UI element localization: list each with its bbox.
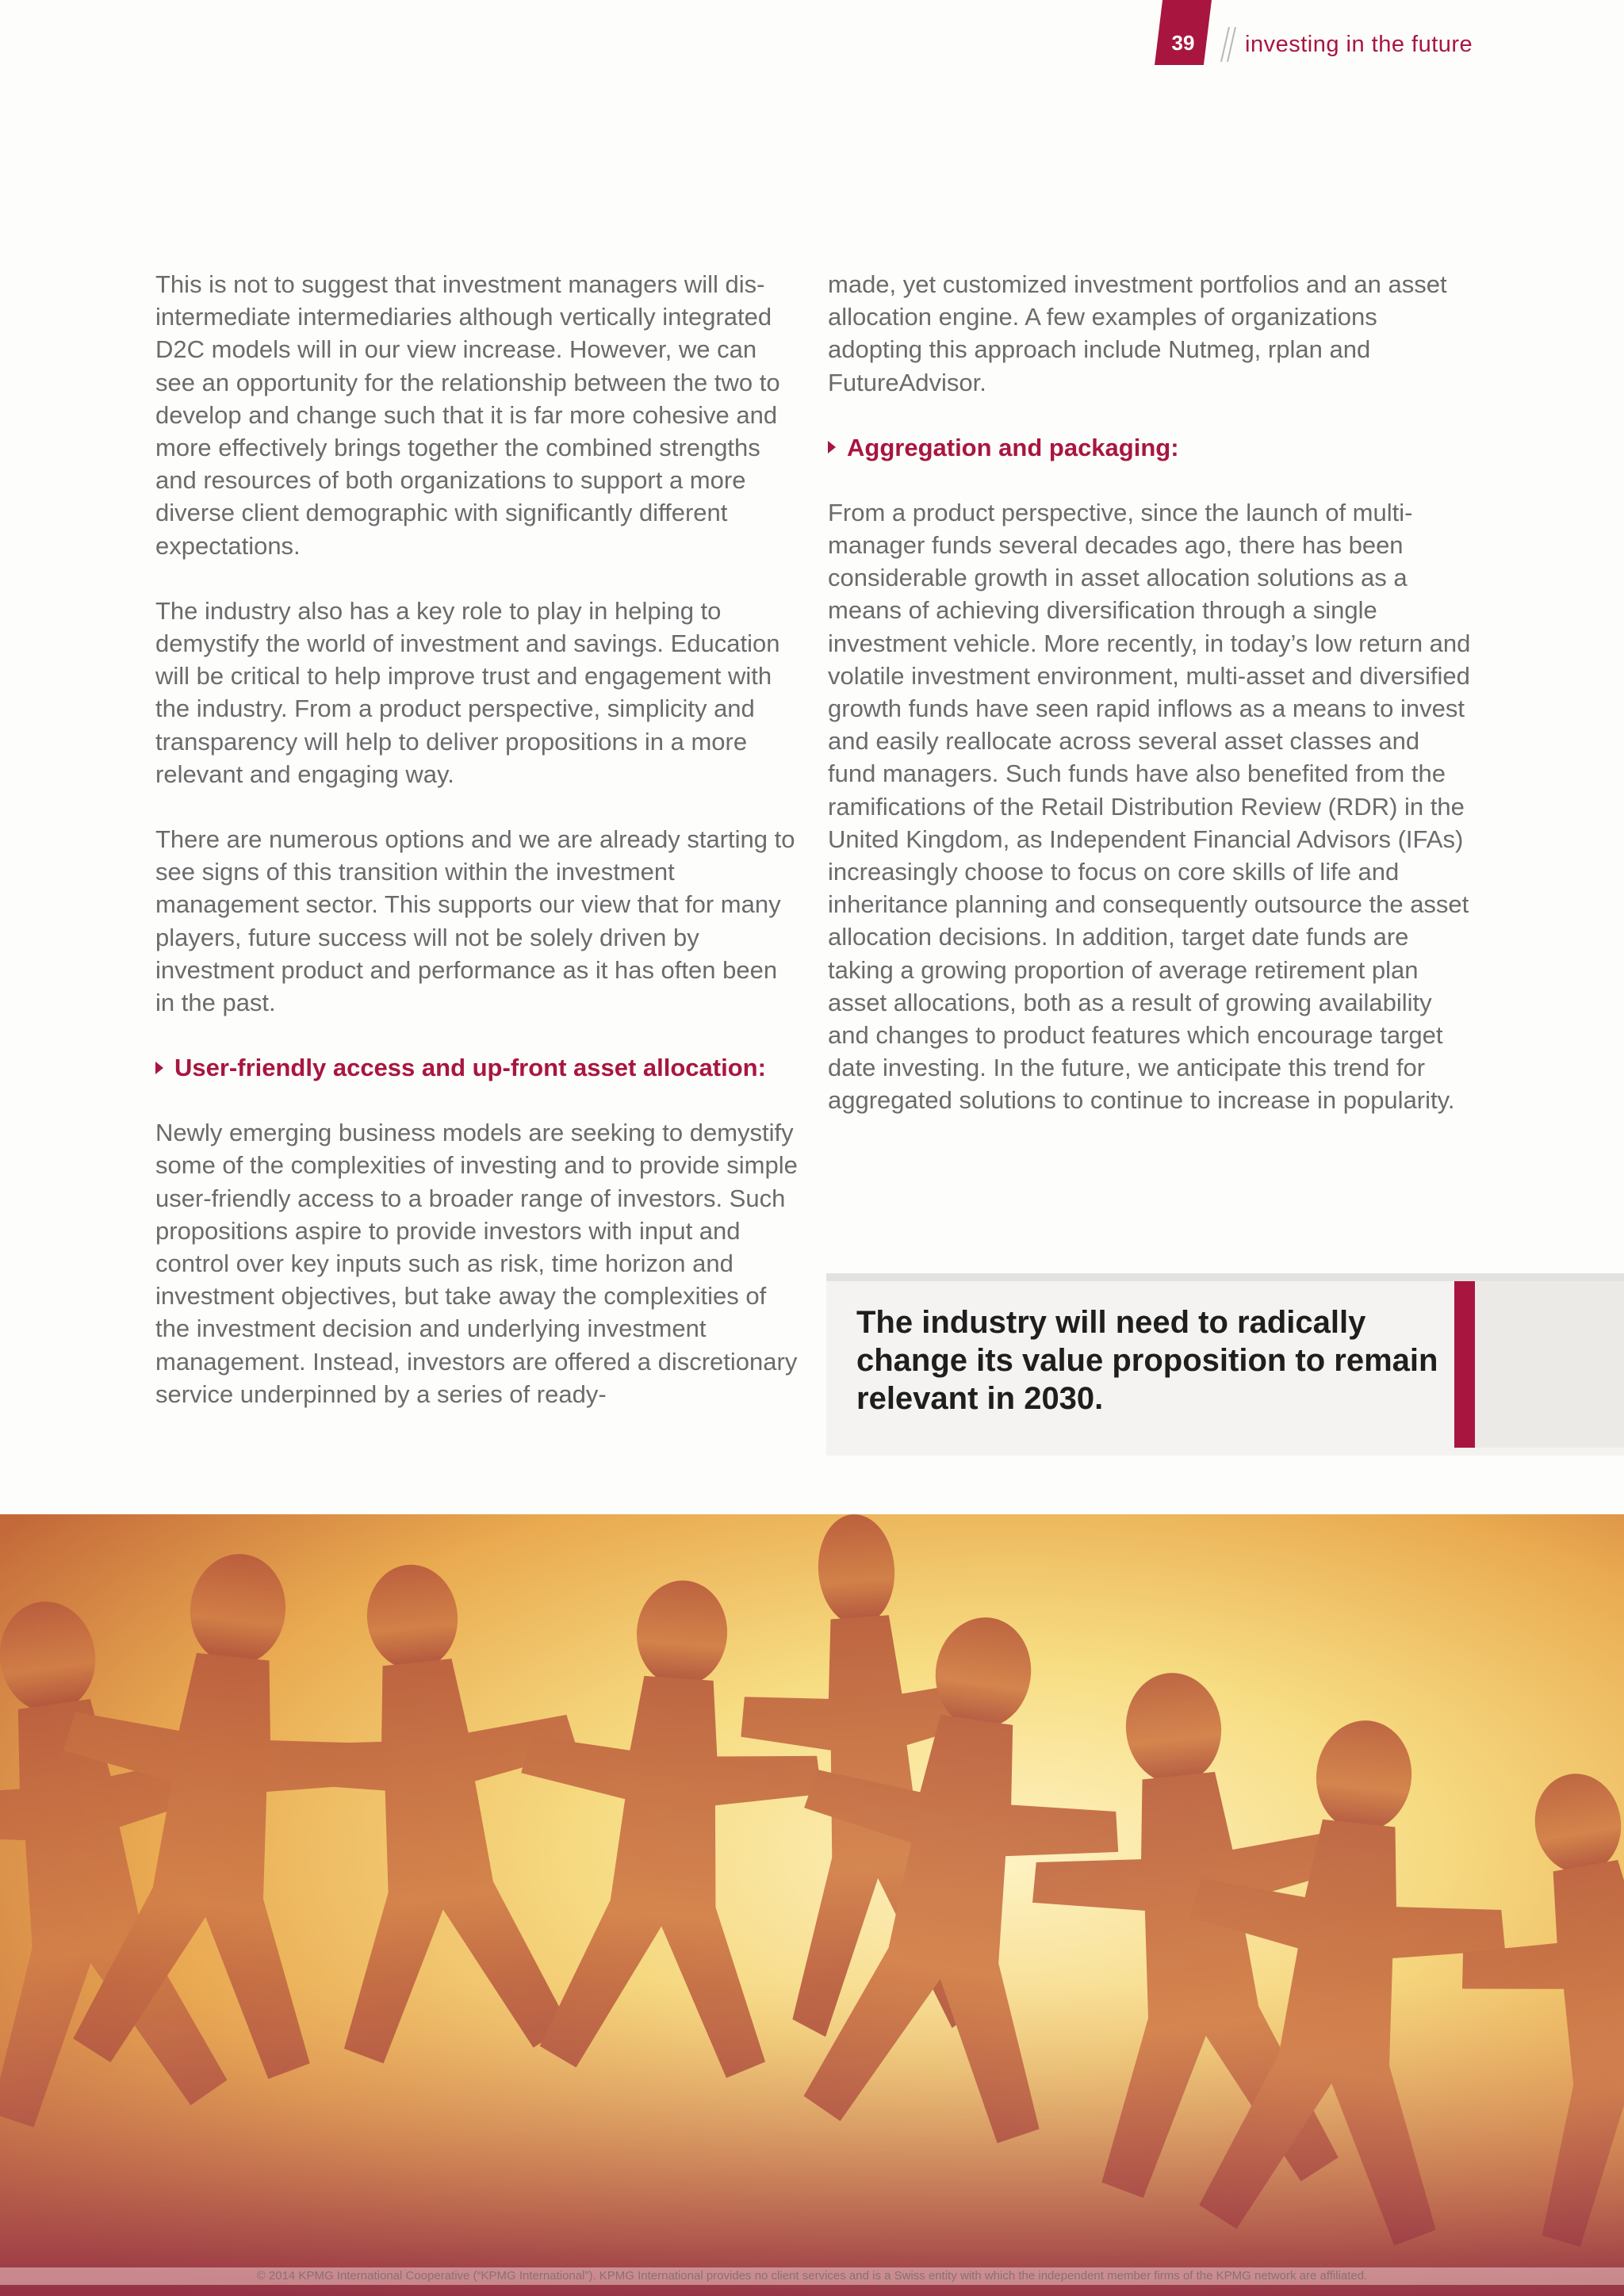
right-column: [828, 268, 1474, 1150]
section-subheading: [155, 1051, 798, 1084]
paper-people-chain-photo: [0, 1514, 1624, 2296]
triangle-bullet-icon: [155, 1062, 163, 1074]
left-column: [155, 268, 798, 1443]
copyright-notice: © 2014 KPMG International Cooperative (“KPMG International”). KPMG International provides no client services and is a Swiss entity with which the independent member firms of the KPMG network are affiliated.: [256, 2269, 1368, 2283]
paragraph: From a product perspective, since the launch of multi-manager funds several decades ago, there has been considerable growth in asset allocation solutions as a means of achieving diversification through a single investment vehicle. More recently, in today’s low return and volatile investment environment, multi-asset and diversified growth funds have seen rapid inflows as a means to invest and easily reallocate across several asset classes and fund managers. Such funds have also benefited from the ramifications of the Retail Distribution Review (RDR) in the United Kingdom, as Independent Financial Advisors (IFAs) increasingly choose to focus on core skills of life and inheritance planning and consequently outsource the asset allocation decisions. In addition, target date funds are taking a growing proportion of average retirement plan asset allocations, both as a result of growing availability and changes to product features which encourage target date investing. In the future, we anticipate this trend for aggregated solutions to continue to increase in popularity.: [828, 498, 1471, 1115]
triangle-bullet-icon: [828, 441, 836, 453]
subheading-text: Aggregation and packaging:: [847, 433, 1179, 461]
paragraph: There are numerous options and we are already starting to see signs of this transition within the investment management sector. This supports our view that for many players, future success will not be solely driven by investment product and performance as it has often been in the past.: [155, 825, 795, 1017]
running-head: investing in the future: [1245, 32, 1473, 57]
page-number: 39: [1171, 31, 1195, 55]
paragraph: made, yet customized investment portfolios and an asset allocation engine. A few examples of organizations adopting this approach include Nutmeg, rplan and FutureAdvisor.: [828, 270, 1447, 396]
paragraph: The industry also has a key role to play in helping to demystify the world of investment and savings. Education will be critical to help improve trust and engagement with the industry. From a product perspective, simplicity and transparency will help to deliver propositions in a more relevant and engaging way.: [155, 596, 780, 788]
section-subheading: [828, 431, 1474, 464]
paper-people-illustration: [0, 1514, 1624, 2296]
pull-quote-side-panel: [1475, 1281, 1624, 1448]
double-slash-icon: [1218, 27, 1239, 62]
subheading-text: User-friendly access and up-front asset allocation:: [174, 1054, 766, 1082]
paragraph: Newly emerging business models are seeking to demystify some of the complexities of investing and to provide simple user-friendly access to a broader range of investors. Such propositions aspire to provide investors with input and control over key inputs such as risk, time horizon and investment objectives, but take away the complexities of the investment decision and underlying investment management. Instead, investors are offered a discretionary service underpinned by a series of ready-: [155, 1119, 798, 1408]
paragraph: This is not to suggest that investment managers will dis-intermediate intermediaries although vertically integrated D2C models will in our view increase. However, we can see an opportunity for the relationship between the two to develop and change such that it is far more cohesive and more effectively brings together the combined strengths and resources of both organizations to support a more diverse client demographic with significantly different expectations.: [155, 270, 780, 560]
pull-quote: The industry will need to radically change its value proposition to remain relevant in 2030.: [856, 1305, 1438, 1416]
